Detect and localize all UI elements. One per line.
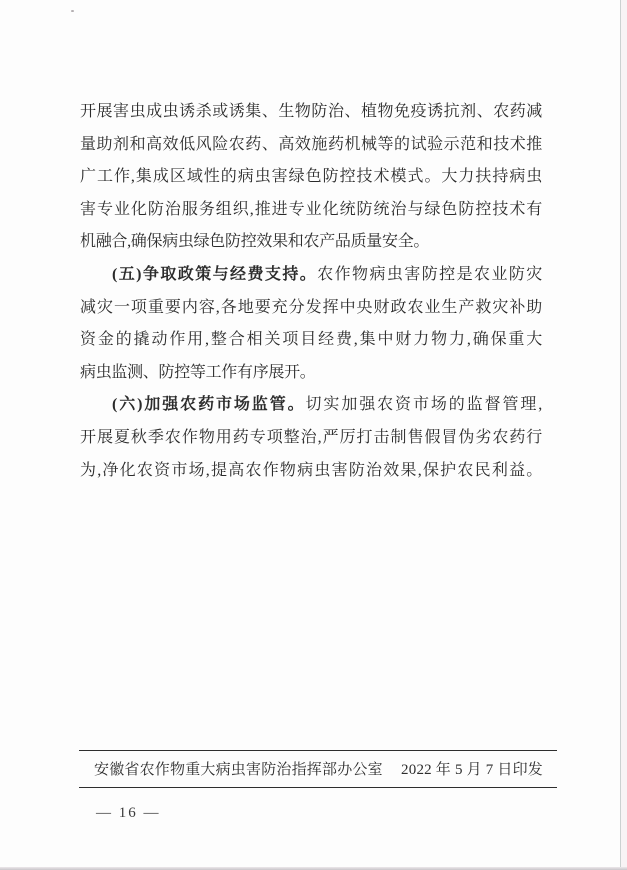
print-date-label: 2022 年 5 月 7 日印发: [401, 762, 543, 778]
text-line: 开展夏秋季农作物用药专项整治,严厉打击制售假冒伪劣农药行: [80, 428, 542, 446]
section-heading: (六)加强农药市场监管。: [112, 396, 306, 414]
text-line: 为,净化农资市场,提高农作物病虫害防治效果,保护农民利益。: [80, 461, 542, 479]
text-line: 广工作,集成区域性的病虫害绿色防控技术模式。大力扶持病虫: [80, 168, 542, 186]
text-run: 切实加强农资市场的监督管理,: [305, 396, 542, 414]
text-line: [80, 389, 542, 422]
text-line: 减灾一项重要内容,各地要充分发挥中央财政农业生产救灾补助: [80, 298, 542, 316]
page-number: — 16 —: [96, 805, 161, 821]
text-line: [80, 259, 542, 292]
text-run: 农作物病虫害防控是农业防灾: [317, 265, 542, 283]
section-heading: (五)争取政策与经费支持。: [112, 265, 318, 283]
text-line: 开展害虫成虫诱杀或诱集、生物防治、植物免疫诱抗剂、农药减: [80, 103, 542, 120]
colophon-box: [79, 750, 557, 788]
scan-speck: [71, 10, 74, 12]
text-line: 量助剂和高效低风险农药、高效施药机械等的试验示范和技术推: [80, 135, 542, 153]
text-line: 病虫监测、防控等工作有序展开。: [80, 363, 316, 381]
text-line: 害专业化防治服务组织,推进专业化统防统治与绿色防控技术有: [80, 200, 542, 218]
text-line: 机融合,确保病虫绿色防控效果和农产品质量安全。: [80, 233, 430, 251]
scan-edge-right: [620, 0, 627, 868]
text-line: 资金的撬动作用,整合相关项目经费,集中财力物力,确保重大: [80, 331, 542, 349]
issuer-office-label: 安徽省农作物重大病虫害防治指挥部办公室: [94, 762, 383, 778]
document-body: [80, 96, 542, 487]
